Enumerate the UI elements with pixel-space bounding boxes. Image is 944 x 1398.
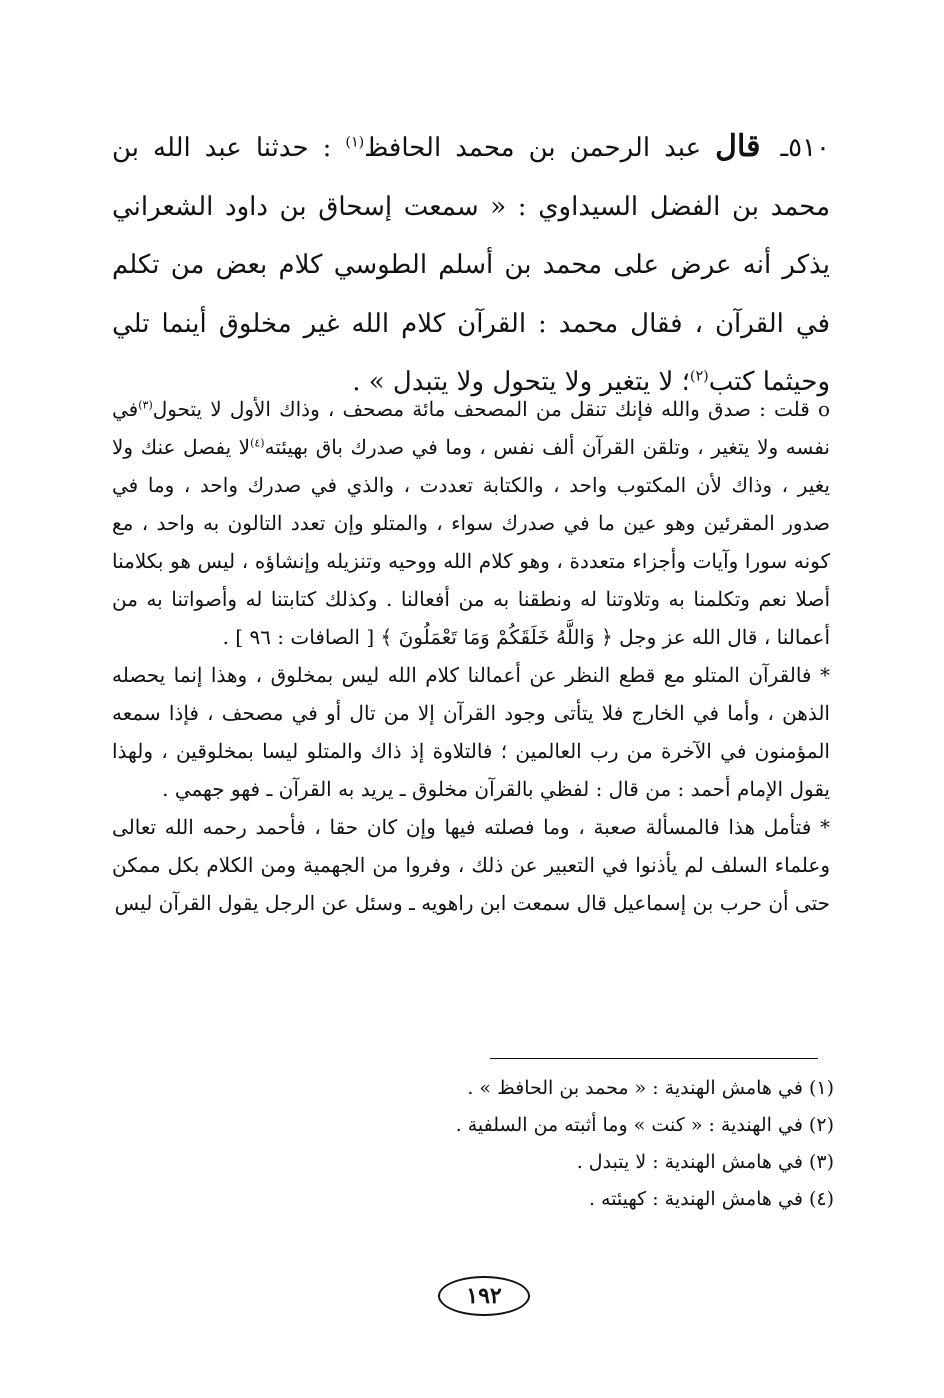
hadith-text-a: عبد الرحمن بن محمد الحافظ xyxy=(364,133,702,163)
footnote-1: (١) في هامش الهندية : « محمد بن الحافظ » . xyxy=(467,1077,834,1099)
footnote-ref-2: (٢) xyxy=(689,368,709,385)
footnotes xyxy=(112,1070,834,1218)
p1-text-b: في نفسه ولا يتغير ، وتلقن القرآن ألف نفس ، وما في صدرك باق بهيئته xyxy=(112,397,830,459)
p1-text-c: لا يفصل عنك ولا يغير ، وذاك لأن المكتوب واحد ، والكتابة تعددت ، والذي في صدرك واحد ، وما في صدور المقرئين وهو عين ما في صدرك سواء ، والمتلو وإن تعدد التالون به واحد ، مع كونه سورا وآيات وأجزاء متعددة ، وهو كلام الله ووحيه وتنزيله وإنشاؤه ، ليس هو بكلامنا أصلا نعم وتكلمنا به وتلاوتنا له ونطقنا به من أفعالنا . وكذلك كتابتنا له وأصواتنا به من أعمالنا ، قال الله عز وجل ﴿ وَاللَّهُ خَلَقَكُمْ وَمَا تَعْمَلُونَ ﴾ [ الصافات : ٩٦ ] . xyxy=(112,435,830,649)
commentary-paragraph-2: * فالقرآن المتلو مع قطع النظر عن أعمالنا كلام الله ليس بمخلوق ، وهذا إنما يحصله الذهن ، وأما في الخارج فلا يتأتى وجود القرآن إلا من تال أو في مصحف ، فإذا سمعه المؤمنون في الآخرة من رب العالمين ؛ فالتلاوة إذ ذاك والمتلو ليسا بمخلوقين ، ولهذا يقول الإمام أحمد : من قال : لفظي بالقرآن مخلوق ـ يريد به القرآن ـ فهو جهمي . xyxy=(112,663,830,801)
commentary-paragraph-3: * فتأمل هذا فالمسألة صعبة ، وما فصلته فيها وإن كان حقا ، فأحمد رحمه الله تعالى وعلماء السلف لم يأذنوا في التعبير عن ذلك ، وفروا من الجهمية ومن الكلام بكل ممكن حتى أن حرب بن إسماعيل قال سمعت ابن راهويه ـ وسئل عن الرجل يقول القرآن ليس xyxy=(112,815,830,915)
footnote-ref-3: (٣) xyxy=(138,398,153,412)
footnote-divider xyxy=(490,1058,818,1059)
hadith-text-c: ؛ لا يتغير ولا يتحول ولا يتبدل » . xyxy=(352,367,690,397)
footnote-3: (٣) في هامش الهندية : لا يتبدل . xyxy=(576,1151,834,1173)
page-number: ١٩٢ xyxy=(438,1276,530,1316)
footnote-ref-1: (١) xyxy=(345,134,365,151)
hadith-number: ٥١٠ـ xyxy=(780,133,831,163)
hadith-text-b: : حدثنا عبد الله بن محمد بن الفضل السيداوي : « سمعت إسحاق بن داود الشعراني يذكر أنه عرض على محمد بن أسلم الطوسي كلام بعض من تكلم في القرآن ، فقال محمد : القرآن كلام الله غير مخلوق أينما تلي وحيثما كتب xyxy=(112,133,830,397)
p1-text-a: o قلت : صدق والله فإنك تنقل من المصحف مائة مصحف ، وذاك الأول لا يتحول xyxy=(152,397,830,421)
commentary-paragraph-1 xyxy=(112,390,830,656)
hadith-qaal: قال xyxy=(715,129,761,164)
hadith-510 xyxy=(112,118,830,412)
commentary xyxy=(112,390,830,922)
footnote-ref-4: (٤) xyxy=(250,436,265,450)
footnote-4: (٤) في هامش الهندية : كهيئته . xyxy=(588,1188,834,1210)
footnote-2: (٢) في الهندية : « كنت » وما أثبته من السلفية . xyxy=(455,1114,834,1136)
